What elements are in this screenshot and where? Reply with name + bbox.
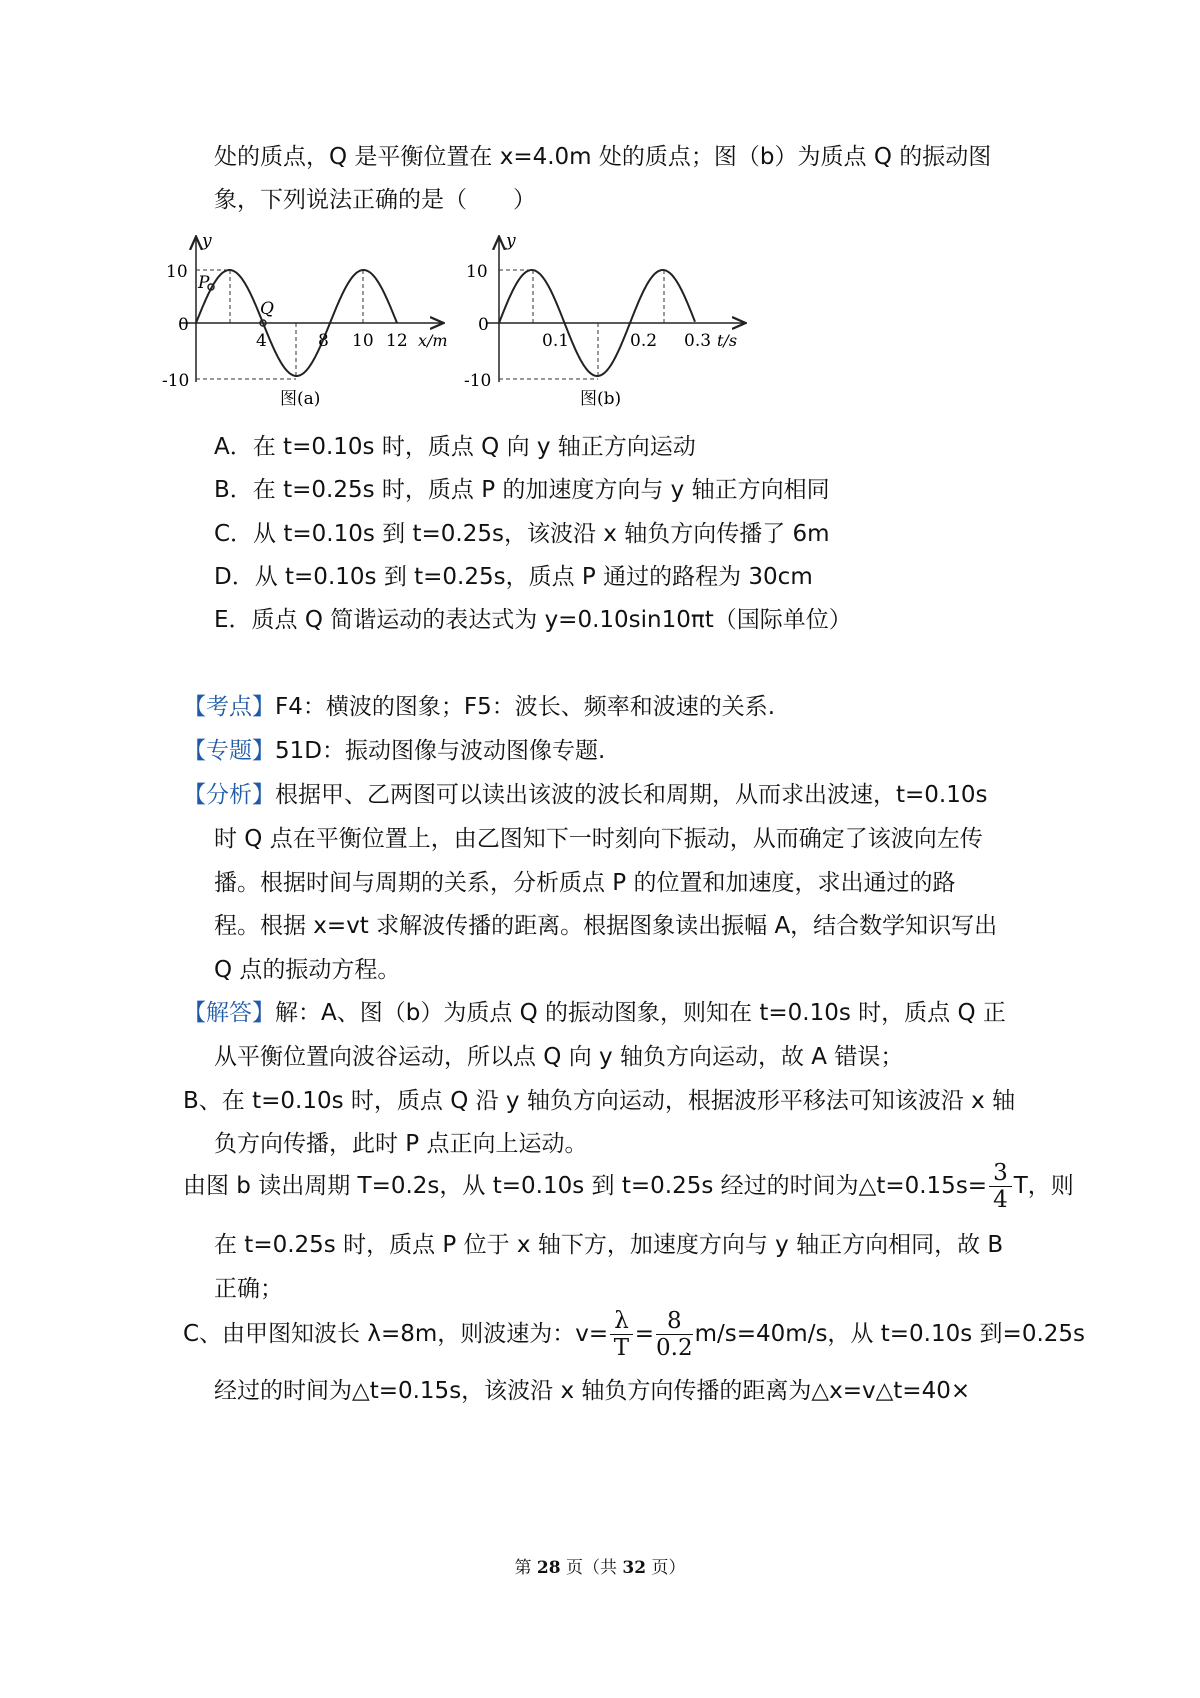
option-e: E．质点 Q 简谐运动的表达式为 y=0.10sin10πt（国际单位） <box>214 607 852 633</box>
kaodian-text: F4：横波的图象；F5：波长、频率和波速的关系. <box>275 694 776 720</box>
figure-a-xtick-10: 10 <box>352 331 374 351</box>
option-d: D．从 t=0.10s 到 t=0.25s，质点 P 通过的路程为 30cm <box>214 564 813 590</box>
kaodian-tag: 【考点】 <box>183 694 275 720</box>
footer-mid: 页（共 <box>560 1558 623 1578</box>
jieda-line-7: 正确； <box>214 1276 283 1302</box>
fenxi-tag: 【分析】 <box>183 782 275 808</box>
jieda-line-5 <box>183 1158 1074 1214</box>
jieda-line-1 <box>183 998 1006 1028</box>
figure-b-ytick-neg10: -10 <box>464 371 492 391</box>
figure-b-xtick-0-2: 0.2 <box>630 331 658 351</box>
fenxi-text-1: 根据甲、乙两图可以读出该波的波长和周期，从而求出波速，t=0.10s <box>275 782 988 808</box>
figure-a-xtick-8: 8 <box>318 331 329 351</box>
fenxi-line-3: 播。根据时间与周期的关系，分析质点 P 的位置和加速度，求出通过的路 <box>214 870 956 896</box>
figure-a-xtick-12: 12 <box>386 331 408 351</box>
jieda-line-2: 从平衡位置向波谷运动，所以点 Q 向 y 轴负方向运动，故 A 错误； <box>214 1044 904 1070</box>
figure-b-y-label: y <box>506 232 516 251</box>
figure-a-p-label: P <box>198 273 210 293</box>
option-a: A．在 t=0.10s 时，质点 Q 向 y 轴正方向运动 <box>214 434 696 460</box>
figure-a-y-label: y <box>202 232 212 251</box>
jieda-line8-post: m/s=40m/s，从 t=0.10s 到=0.25s <box>694 1321 1086 1347</box>
figure-a-ytick-0: 0 <box>178 315 189 335</box>
zhuanti-tag: 【专题】 <box>183 738 275 764</box>
footer-post: 页） <box>646 1558 686 1578</box>
zhuanti-line <box>183 736 605 766</box>
figure-b-xtick-0-3: 0.3 <box>684 331 712 351</box>
jieda-line-3: B、在 t=0.10s 时，质点 Q 沿 y 轴负方向运动，根据波形平移法可知该波沿 x 轴 <box>183 1088 1016 1114</box>
jieda-line-8 <box>183 1306 1085 1362</box>
jieda-line-4: 负方向传播，此时 P 点正向上运动。 <box>214 1131 588 1157</box>
footer-total-pages: 32 <box>622 1558 647 1578</box>
figure-a-q-label: Q <box>260 299 274 319</box>
fraction-lambda-t <box>610 1308 633 1361</box>
figure-b-caption: 图(b) <box>580 389 622 409</box>
jieda-text-1: 解：A、图（b）为质点 Q 的振动图象，则知在 t=0.10s 时，质点 Q 正 <box>275 1000 1006 1026</box>
fraction-lambda-t-den: T <box>613 1335 630 1361</box>
figure-a-wave-graph <box>160 232 460 412</box>
figure-b-vibration-graph <box>462 232 762 412</box>
page-footer <box>0 1553 1200 1578</box>
fenxi-line-5: Q 点的振动方程。 <box>214 957 401 983</box>
kaodian-line <box>183 692 775 722</box>
fenxi-line-4: 程。根据 x=vt 求解波传播的距离。根据图象读出振幅 A，结合数学知识写出 <box>214 913 998 939</box>
fraction-lambda-t-num: λ <box>610 1308 633 1335</box>
fraction-8-0-2 <box>656 1308 693 1361</box>
figure-a-ytick-neg10: -10 <box>162 371 190 391</box>
figure-b-x-label: t/s <box>717 331 738 350</box>
jieda-line-9: 经过的时间为△t=0.15s，该波沿 x 轴负方向传播的距离为△x=v△t=40× <box>214 1378 971 1404</box>
fenxi-line-2: 时 Q 点在平衡位置上，由乙图知下一时刻向下振动，从而确定了该波向左传 <box>214 826 983 852</box>
jieda-line5-pre: 由图 b 读出周期 T=0.2s，从 t=0.10s 到 t=0.25s 经过的时间为△t=0.15s= <box>183 1173 988 1199</box>
figure-a-ytick-10: 10 <box>166 262 188 282</box>
option-c: C．从 t=0.10s 到 t=0.25s，该波沿 x 轴负方向传播了 6m <box>214 521 830 547</box>
figure-a-caption: 图(a) <box>280 389 321 409</box>
fraction-3-4-den: 4 <box>993 1187 1008 1213</box>
option-b: B．在 t=0.25s 时，质点 P 的加速度方向与 y 轴正方向相同 <box>214 477 830 503</box>
jieda-tag: 【解答】 <box>183 1000 275 1026</box>
question-line-2: 象，下列说法正确的是（ ） <box>214 187 536 213</box>
footer-pre: 第 <box>514 1558 537 1578</box>
fraction-8-0-2-den: 0.2 <box>656 1335 693 1361</box>
figure-b-ytick-0: 0 <box>478 315 489 335</box>
question-line-1: 处的质点，Q 是平衡位置在 x=4.0m 处的质点；图（b）为质点 Q 的振动图 <box>214 144 992 170</box>
figure-a-x-label: x/m <box>418 331 448 350</box>
fraction-3-4-num: 3 <box>989 1160 1012 1187</box>
figure-b-xtick-0-1: 0.1 <box>542 331 570 351</box>
jieda-line8-pre: C、由甲图知波长 λ=8m，则波速为：v= <box>183 1321 609 1347</box>
jieda-line8-eq: = <box>634 1321 655 1347</box>
fraction-3-4 <box>989 1160 1012 1213</box>
fenxi-line-1 <box>183 780 987 810</box>
figure-a-xtick-4: 4 <box>256 331 267 351</box>
fraction-8-0-2-num: 8 <box>656 1308 693 1335</box>
jieda-line5-post: T，则 <box>1013 1173 1074 1199</box>
footer-page-number: 28 <box>536 1558 561 1578</box>
figure-b-ytick-10: 10 <box>466 262 488 282</box>
jieda-line-6: 在 t=0.25s 时，质点 P 位于 x 轴下方，加速度方向与 y 轴正方向相同，故 B <box>214 1232 1004 1258</box>
zhuanti-text: 51D：振动图像与波动图像专题. <box>275 738 606 764</box>
